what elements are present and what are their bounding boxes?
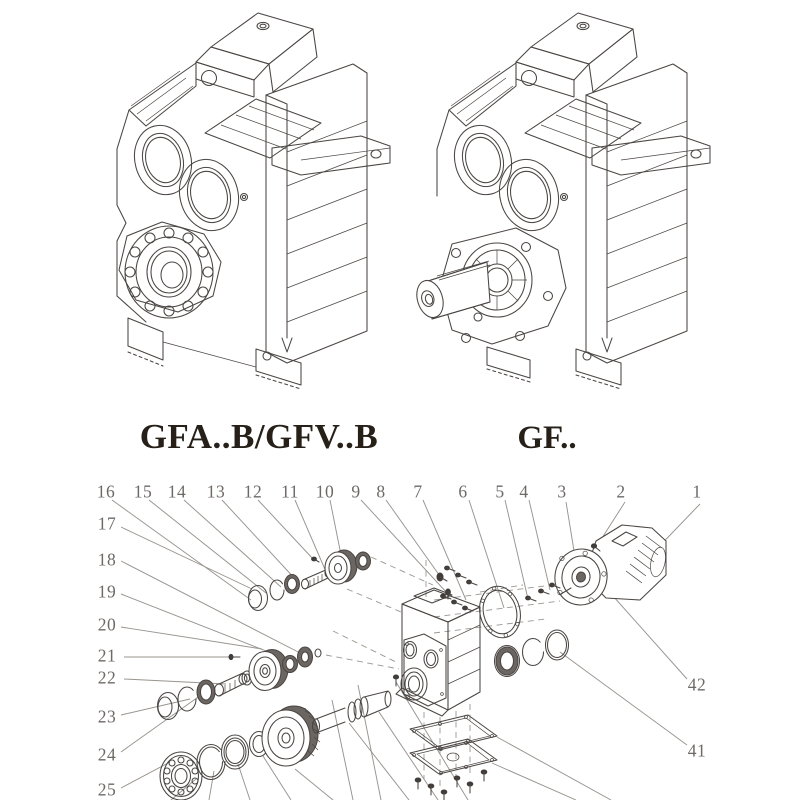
callout-11: 11	[281, 481, 299, 502]
right-gearbox-drawing	[412, 13, 710, 389]
callout-21: 21	[97, 645, 117, 666]
callout-3: 3	[557, 481, 567, 502]
gasket-and-cover	[410, 715, 497, 775]
input-gear-set	[249, 550, 371, 611]
callout-2: 2	[616, 481, 626, 502]
callout-23: 23	[97, 706, 117, 727]
callout-18: 18	[97, 549, 117, 570]
callout-12: 12	[243, 481, 263, 502]
exploded-parts-diagram	[112, 500, 700, 800]
callout-6: 6	[458, 481, 468, 502]
callout-22: 22	[97, 667, 117, 688]
callout-8: 8	[376, 481, 386, 502]
callout-24: 24	[97, 744, 117, 765]
callout-16: 16	[96, 481, 116, 502]
leader-lines-right	[560, 596, 687, 745]
caption-left-model: GFA..B/GFV..B	[139, 417, 379, 456]
callout-5: 5	[495, 481, 505, 502]
callout-25: 25	[97, 779, 117, 800]
callout-41: 41	[687, 740, 707, 761]
callout-4: 4	[519, 481, 529, 502]
caption-right-model: GF..	[517, 420, 577, 456]
callout-19: 19	[97, 581, 117, 602]
callout-14: 14	[167, 481, 187, 502]
callout-42: 42	[687, 674, 707, 695]
callout-13: 13	[206, 481, 226, 502]
callout-20: 20	[97, 614, 117, 635]
callout-10: 10	[315, 481, 335, 502]
electric-motor	[551, 525, 668, 609]
callout-15: 15	[133, 481, 153, 502]
callout-17: 17	[97, 513, 117, 534]
flange-side-parts	[474, 582, 568, 677]
callout-9: 9	[351, 481, 361, 502]
bearing-cage	[125, 228, 213, 316]
left-gearbox-drawing	[117, 13, 390, 389]
callout-1: 1	[692, 481, 702, 502]
callout-7: 7	[413, 481, 423, 502]
